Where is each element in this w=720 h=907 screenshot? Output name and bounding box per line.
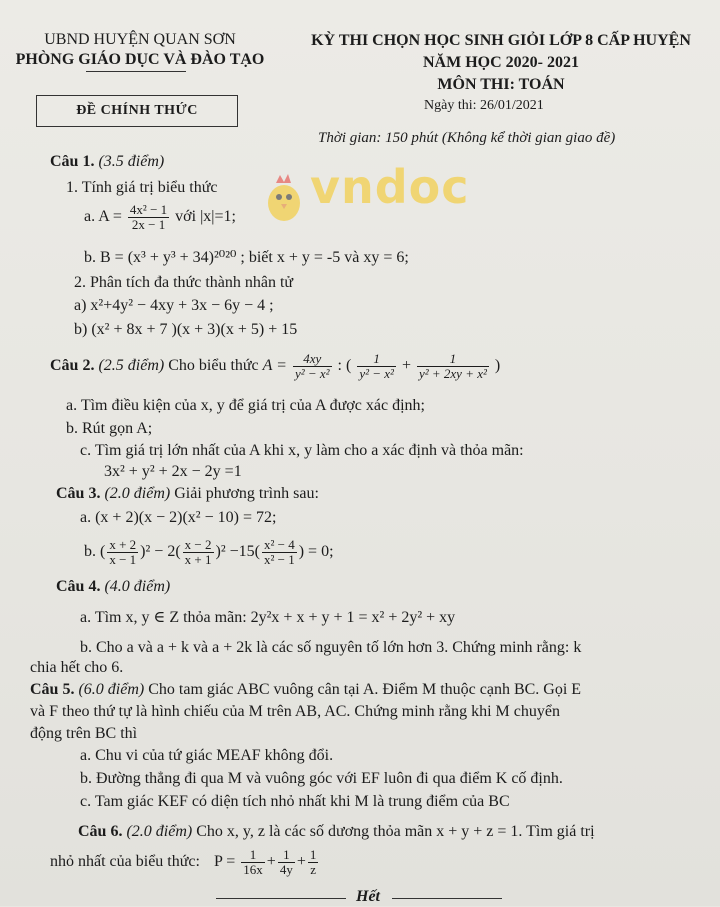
q3-b3-num: x² − 4 [263, 537, 295, 552]
q2-f3-num: 1 [417, 352, 489, 367]
q1-part1: 1. Tính giá trị biểu thức [66, 179, 218, 196]
subject: MÔN THI: TOÁN [437, 76, 565, 93]
q4-b-line2: chia hết cho 6. [30, 659, 124, 676]
q1-part2: 2. Phân tích đa thức thành nhân tử [74, 274, 294, 291]
time-allowed: Thời gian: 150 phút (Không kể thời gian giao đề) [318, 130, 616, 146]
q2-c: c. Tìm giá trị lớn nhất của A khi x, y làm cho a xác định và thỏa mãn: [80, 442, 524, 459]
exam-date: Ngày thi: 26/01/2021 [424, 98, 544, 113]
q6-points: (2.0 điểm) [126, 823, 193, 840]
q2-a: a. Tìm điều kiện của x, y để giá trị của A được xác định; [66, 397, 425, 414]
school-year: NĂM HỌC 2020- 2021 [423, 54, 579, 71]
district-name: UBND HUYỆN QUAN SƠN [44, 31, 236, 48]
q5-a: a. Chu vi của tứ giác MEAF không đổi. [80, 747, 334, 764]
q5-line3: động trên BC thì [30, 725, 138, 742]
end-marker: Hết [356, 888, 380, 905]
q2-expr-a: A = [262, 357, 287, 375]
q2-f3-den: y² + 2xy + x² [418, 366, 487, 381]
exam-title: KỲ THI CHỌN HỌC SINH GIỎI LỚP 8 CẤP HUYỆN [311, 32, 691, 49]
header-right [282, 30, 720, 96]
q1-points: (3.5 điểm) [98, 153, 165, 170]
q6-line2 [50, 848, 320, 877]
q2-points: (2.5 điểm) [98, 357, 165, 375]
q6-text1: Cho x, y, z là các số dương thỏa mãn x + y + z = 1. Tìm giá trị [196, 823, 595, 840]
q2-b: b. Rút gọn A; [66, 420, 153, 437]
q1-title: Câu 1. [50, 153, 95, 170]
q3-frac-1 [107, 538, 138, 567]
q1-a-tail: với |x|=1; [175, 208, 236, 226]
q6-frac-3 [308, 848, 319, 877]
q1-b: b. B = (x³ + y³ + 34)²⁰²⁰ ; biết x + y = -5 và xy = 6; [84, 249, 409, 266]
q6-f1-den: 16x [243, 862, 263, 877]
q6-f3-num: 1 [309, 847, 317, 862]
q3-frac-2 [183, 538, 214, 567]
q4-heading [56, 577, 170, 597]
q6-f1-num: 1 [241, 848, 265, 863]
q6-line1 [78, 822, 595, 842]
vndoc-watermark [262, 160, 470, 225]
q3-b2-num: x − 2 [184, 537, 212, 552]
q4-points: (4.0 điểm) [104, 578, 171, 595]
q1-c: a) x²+4y² − 4xy + 3x − 6y − 4 ; [74, 297, 274, 314]
q3-b-mid2: )² −15( [215, 543, 260, 561]
q3-b-end: ) = 0; [298, 543, 334, 561]
q2-f2-den: y² − x² [359, 366, 394, 381]
q5-c: c. Tam giác KEF có diện tích nhỏ nhất khi M là trung điểm của BC [80, 793, 510, 810]
q3-a: a. (x + 2)(x − 2)(x² − 10) = 72; [80, 509, 277, 526]
q2-plus: + [401, 357, 411, 375]
q3-frac-3 [262, 538, 297, 567]
q2-frac-3 [417, 352, 489, 381]
q3-b1-den: x − 1 [109, 552, 137, 567]
q1-heading [50, 152, 164, 172]
q3-b3-den: x² − 1 [263, 552, 295, 567]
department-name: PHÒNG GIÁO DỤC VÀ ĐÀO TẠO [15, 51, 265, 68]
q3-b-label: b. ( [84, 543, 106, 561]
q2-title: Câu 2. [50, 357, 95, 375]
q1-a-num: 4x² − 1 [129, 202, 168, 217]
header-left [0, 30, 280, 70]
q3-title: Câu 3. [56, 485, 101, 502]
end-rule-left [216, 898, 346, 899]
q5-text1: Cho tam giác ABC vuông cân tại A. Điểm M thuộc cạnh BC. Gọi E [148, 681, 582, 698]
chick-icon [262, 173, 306, 225]
q5-line2: và F theo thứ tự là hình chiếu của M trên AB, AC. Chứng minh rằng khi M chuyển [30, 703, 560, 720]
q2-mid: : ( [337, 357, 352, 375]
q6-p-label: P = [213, 853, 236, 871]
q6-text2: nhỏ nhất của biểu thức: [50, 853, 200, 871]
q3-b2-den: x + 1 [184, 552, 212, 567]
q4-b-line1: b. Cho a và a + k và a + 2k là các số nguyên tố lớn hơn 3. Chứng minh rằng: k [80, 639, 582, 656]
q3-intro: Giải phương trình sau: [174, 485, 319, 502]
q3-b1-num: x + 2 [109, 537, 137, 552]
q1-a-den: 2x − 1 [131, 217, 166, 232]
q3-heading [56, 484, 319, 504]
q1-d: b) (x² + 8x + 7 )(x + 3)(x + 5) + 15 [74, 321, 298, 338]
q4-a: a. Tìm x, y ∈ Z thỏa mãn: 2y²x + x + y + 1 = x² + 2y² + xy [80, 609, 456, 626]
q3-b-mid1: )² − 2( [140, 543, 181, 561]
q5-title: Câu 5. [30, 681, 75, 698]
q5-line1 [30, 680, 581, 700]
end-rule-right [392, 898, 502, 899]
q6-frac-2 [278, 848, 295, 877]
q2-f1-num: 4xy [293, 352, 332, 367]
q3-points: (2.0 điểm) [104, 485, 171, 502]
q2-f2-num: 1 [357, 352, 396, 367]
q2-close: ) [494, 357, 501, 375]
q2-c-condition: 3x² + y² + 2x − 2y =1 [104, 463, 242, 480]
q2-intro: Cho biểu thức [168, 357, 259, 375]
q6-f2-den: 4y [279, 862, 293, 877]
q1-a [84, 203, 236, 232]
q5-b: b. Đường thẳng đi qua M và vuông góc với EF luôn đi qua điểm K cố định. [80, 770, 563, 787]
q3-b [84, 538, 334, 567]
q4-title: Câu 4. [56, 578, 101, 595]
q2-heading [50, 352, 500, 381]
q1-a-fraction [128, 203, 169, 232]
official-exam-box: ĐỀ CHÍNH THỨC [36, 95, 238, 127]
header-divider [86, 71, 186, 72]
q6-frac-1 [241, 848, 265, 877]
q6-f2-num: 1 [278, 848, 295, 863]
q6-plus-2: + [296, 853, 306, 871]
q5-points: (6.0 điểm) [78, 681, 145, 698]
q1-a-label: a. A = [84, 208, 122, 226]
watermark-text: vndoc [310, 160, 470, 214]
q6-f3-den: z [310, 862, 316, 877]
q6-title: Câu 6. [78, 823, 123, 840]
q2-frac-2 [357, 352, 396, 381]
q2-f1-den: y² − x² [294, 366, 330, 381]
q6-plus-1: + [266, 853, 276, 871]
q2-frac-1 [293, 352, 332, 381]
